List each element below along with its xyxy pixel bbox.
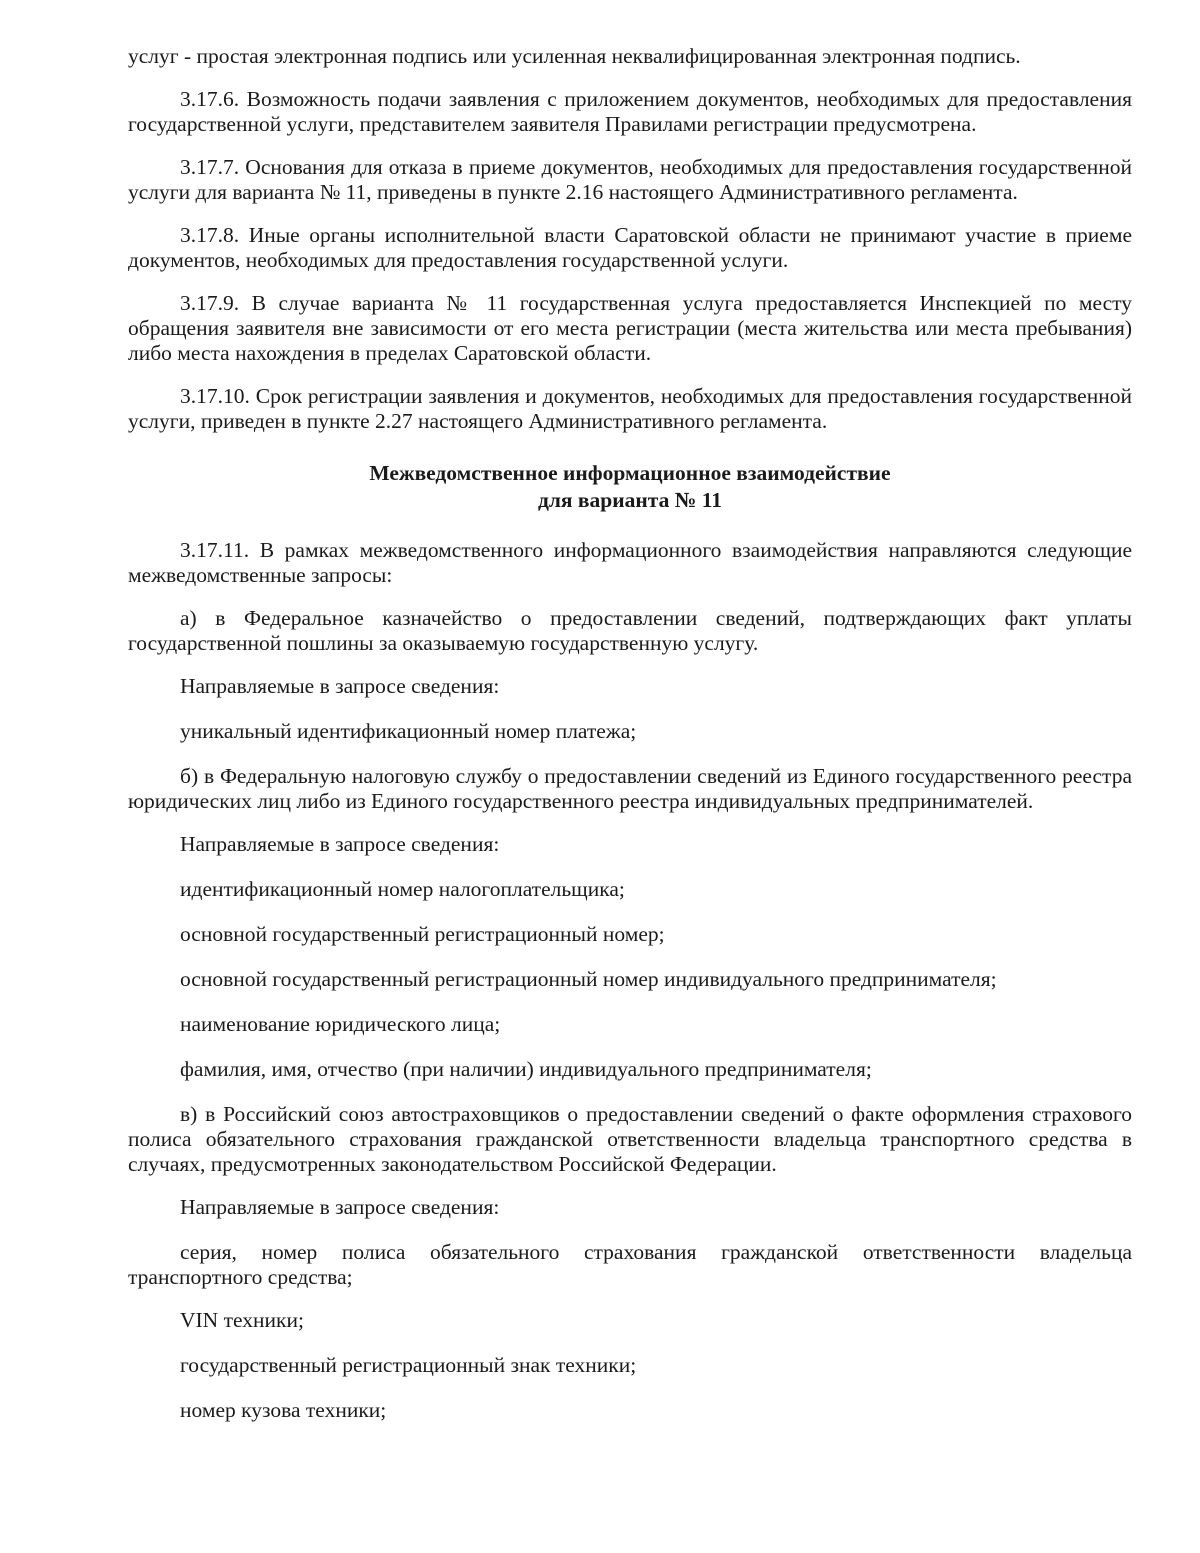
paragraph-3-17-6: 3.17.6. Возможность подачи заявления с приложением документов, необходимых для предоставления государственной услуги, представителем заявителя Правилами регистрации предусмотрена. — [128, 87, 1132, 136]
list-item: основной государственный регистрационный номер; — [180, 922, 665, 946]
paragraph-3-17-9: 3.17.9. В случае варианта № 11 государственная услуга предоставляется Инспекцией по месту обращения заявителя вне зависимости от его места регистрации (места жительства или места пребывания) либо места нахождения в пределах Саратовской области. — [128, 291, 1132, 365]
paragraph-continuation: услуг - простая электронная подпись или усиленная неквалифицированная электронная подпись. — [128, 44, 1021, 68]
paragraph-item-c: в) в Российский союз автостраховщиков о предоставлении сведений о факте оформления страхового полиса обязательного страхования гражданской ответственности владельца транспортного средства в случаях, предусмотренных законодательством Российской Федерации. — [128, 1102, 1132, 1176]
list-item: основной государственный регистрационный номер индивидуального предпринимателя; — [180, 967, 997, 991]
document-page — [128, 44, 1132, 1443]
paragraph-item-a: а) в Федеральное казначейство о предоставлении сведений, подтверждающих факт уплаты государственной пошлины за оказываемую государственную услугу. — [128, 606, 1132, 655]
list-item: государственный регистрационный знак техники; — [180, 1353, 637, 1377]
section-heading-line-1: Межведомственное информационное взаимодействие — [369, 461, 891, 485]
list-item: уникальный идентификационный номер платежа; — [180, 719, 637, 743]
paragraph-request-info-b: Направляемые в запросе сведения: — [180, 832, 500, 856]
list-item: VIN техники; — [180, 1308, 304, 1332]
list-item: фамилия, имя, отчество (при наличии) индивидуального предпринимателя; — [180, 1057, 872, 1081]
list-item: номер кузова техники; — [180, 1398, 387, 1422]
paragraph-3-17-8: 3.17.8. Иные органы исполнительной власти Саратовской области не принимают участие в приеме документов, необходимых для предоставления государственной услуги. — [128, 223, 1132, 272]
paragraph-3-17-11: 3.17.11. В рамках межведомственного информационного взаимодействия направляются следующие межведомственные запросы: — [128, 538, 1132, 587]
paragraph-request-info-a: Направляемые в запросе сведения: — [180, 674, 500, 698]
list-item: наименование юридического лица; — [180, 1012, 501, 1036]
paragraph-3-17-10: 3.17.10. Срок регистрации заявления и документов, необходимых для предоставления государственной услуги, приведен в пункте 2.27 настоящего Административного регламента. — [128, 384, 1132, 433]
list-item: идентификационный номер налогоплательщика; — [180, 877, 625, 901]
paragraph-request-info-c: Направляемые в запросе сведения: — [180, 1195, 500, 1219]
paragraph-3-17-7: 3.17.7. Основания для отказа в приеме документов, необходимых для предоставления государственной услуги для варианта № 11, приведены в пункте 2.16 настоящего Административного регламента. — [128, 155, 1132, 204]
paragraph-item-b: б) в Федеральную налоговую службу о предоставлении сведений из Единого государственного реестра юридических лиц либо из Единого государственного реестра индивидуальных предпринимателей. — [128, 764, 1132, 813]
list-item: серия, номер полиса обязательного страхования гражданской ответственности владельца транспортного средства; — [128, 1240, 1132, 1289]
section-heading-line-2: для варианта № 11 — [537, 488, 723, 512]
section-heading — [128, 460, 1132, 514]
